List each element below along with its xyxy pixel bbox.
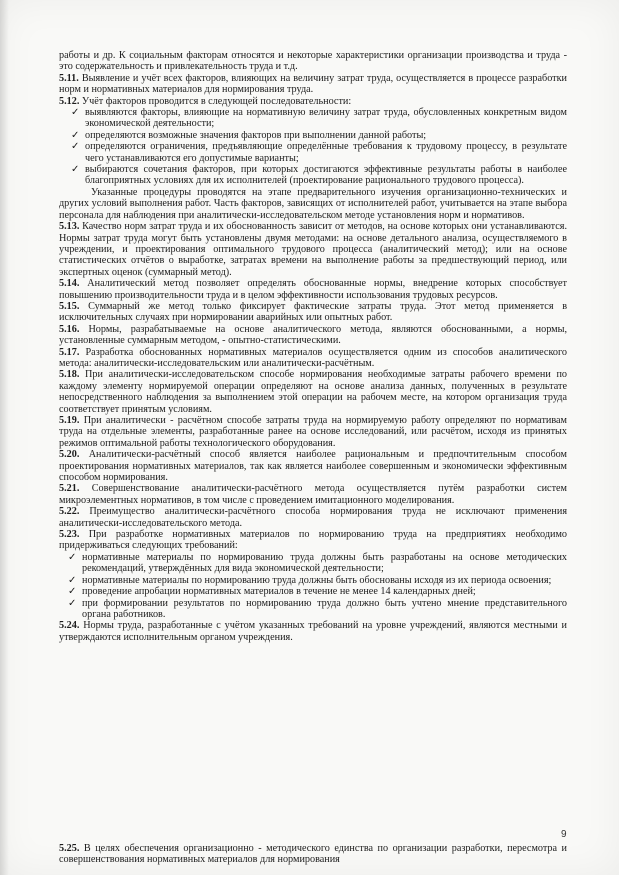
paragraph-number: 5.16. (59, 323, 80, 335)
paragraph-number: 5.13. (59, 221, 80, 233)
paragraph-number: 5.20. (59, 449, 80, 461)
page-footer-paragraph (59, 843, 567, 866)
checkmark-icon: ✓ (71, 107, 80, 119)
list-item: ✓ нормативные материалы по нормированию труда должны быть разработаны на основе методических рекомендаций, утверждённых для вида экономической деятельности; (68, 551, 567, 575)
requirements-list (59, 552, 567, 620)
page-body (59, 50, 567, 643)
paragraph-number: 5.19. (59, 415, 80, 426)
checkmark-icon: ✓ (68, 597, 77, 609)
list-item: ✓ выявляются факторы, влияющие на нормативную величину затрат труда, обусловленных конкретным видом экономической деятельности; (71, 107, 567, 130)
checkmark-icon: ✓ (71, 141, 80, 153)
paragraph-5-19: 5.19. При аналитически - расчётном способе затраты труда на нормируемую работу определяют по нормативам труда на отдельные элементы, разработанные ранее на основе исследований, или расчётом, исходя из принятых режимов оптимальной работы технологического оборудования. (59, 415, 567, 449)
paragraph-5-24: 5.24. Нормы труда, разработанные с учётом указанных требований на уровне учреждений, являются местными и утверждаются исполнительным органом учреждения. (59, 620, 568, 643)
paragraph-number: 5.15. (59, 300, 80, 312)
paragraph-5-15: 5.15. Суммарный же метод только фиксирует фактические затраты труда. Этот метод применяется в исключительных случаях при нормировании аварийных или опытных работ. (59, 300, 568, 324)
list-item: ✓ проведение апробации нормативных материалов в течение не менее 14 календарных дней; (68, 586, 476, 598)
paragraph-5-18: 5.18. При аналитически-исследовательском способе нормирования необходимые затраты рабочего времени по каждому элементу нормируемой операции определяют на основе анализа данных, полученных в результате непосредственного наблюдения за выполнением этой операции на рабочем месте, на котором организация труда соответствует принятым условиям. (59, 369, 567, 415)
page-edge-shadow (0, 0, 9, 875)
paragraph-number: 5.24. (59, 620, 80, 632)
paragraph-5-17: 5.17. Разработка обоснованных нормативных материалов осуществляется одним из способов аналитического метода: аналитически-исследовательским или аналитически-расчётным. (59, 346, 568, 369)
paragraph-5-12: 5.12. Учёт факторов проводится в следующей последовательности: (59, 95, 352, 107)
paragraph-5-14: 5.14. Аналитический метод позволяет определять обоснованные нормы, внедрение которых способствует повышению производительности труда и в целом эффективности использования трудовых ресурсов. (59, 278, 568, 301)
paragraph-number: 5.11. (59, 72, 79, 84)
checkmark-icon: ✓ (71, 164, 80, 176)
page-number: 9 (561, 829, 567, 840)
paragraph-5-25: 5.25. В целях обеспечения организационно - методического единства по организации разработки, пересмотра и совершенствования нормативных материалов для нормирования (59, 843, 567, 866)
paragraph-number: 5.25. (59, 843, 80, 854)
paragraph-5-21: 5.21. Совершенствование аналитически-расчётного метода осуществляется путём разработки систем микроэлементных нормативов, в том числе с проведением имитационного моделирования. (59, 483, 567, 506)
list-item: ✓ при формировании результатов по нормированию труда должно быть учтено мнение представительного органа работников. (68, 597, 567, 620)
paragraph-continued: работы и др. К социальным факторам относятся и некоторые характеристики организации производства и труда - это содержательность и привлекательность труда и т.д. (59, 50, 567, 73)
paragraph-number: 5.22. (59, 506, 80, 518)
paragraph-number: 5.23. (59, 529, 80, 541)
paragraph-number: 5.14. (59, 278, 80, 290)
paragraph-5-22: 5.22. Преимущество аналитически-расчётного способа нормирования труда не исключают применения аналитически-исследовательского метода. (59, 506, 568, 529)
checkmark-icon: ✓ (68, 574, 77, 586)
checkmark-icon: ✓ (68, 586, 77, 598)
paragraph-5-23: 5.23. При разработке нормативных материалов по нормированию труда на предприятиях необходимо придерживаться следующих требований: (59, 529, 568, 552)
list-item: ✓ выбираются сочетания факторов, при которых достигаются эффективные результаты работы в наиболее благоприятных условиях для их исполнителей (проектирование рационального трудового процесса). (71, 164, 567, 187)
paragraph-5-13: 5.13. Качество норм затрат труда и их обоснованность зависит от методов, на основе которых они устанавливаются. Нормы затрат труда могут быть установлены двумя методами: на основе детального анализа, осуществляемого в учреждении, и проектирования оптимального трудового процесса (аналитический метод); или на основе статистических отчётов о выработке, затратах времени на выполнение работы за предшествующий период, или экспертных оценок (суммарный метод). (59, 221, 568, 278)
paragraph-procedures: Указанные процедуры проводятся на этапе предварительного изучения организационно-технических и других условий выполнения работ. Часть факторов, зависящих от исполнителей работ, учитывается на этапе выбора персонала для наблюдения при аналитически-исследовательском методе установления норм и нормативов. (59, 186, 567, 221)
paragraph-number: 5.18. (59, 369, 80, 381)
paragraph-number: 5.12. (59, 95, 80, 107)
checkmark-icon: ✓ (71, 129, 80, 141)
paragraph-5-16: 5.16. Нормы, разрабатываемые на основе аналитического метода, являются обоснованными, а нормы, установленные суммарным методом, - опытно-статистическими. (59, 323, 568, 347)
paragraph-number: 5.17. (59, 346, 80, 358)
checkmark-icon: ✓ (68, 551, 77, 563)
list-item: ✓ определяются возможные значения факторов при выполнении данной работы; (71, 129, 427, 141)
factor-steps-list (59, 107, 567, 187)
list-item: ✓ нормативные материалы по нормированию труда должны быть обоснованы исходя из их периода освоения; (68, 574, 552, 586)
paragraph-5-20: 5.20. Аналитически-расчётный способ является наиболее рациональным и предпочтительным способом проектирования нормативных материалов, так как является наиболее совершенным и экономически эффективным способом нормирования. (59, 449, 568, 484)
list-item: ✓ определяются ограничения, предъявляющие определённые требования к трудовому процессу, в результате чего устанавливаются его допустимые варианты; (71, 141, 567, 164)
paragraph-5-11: 5.11. Выявление и учёт всех факторов, влияющих на величину затрат труда, осуществляется в процессе разработки норм и нормативных материалов для нормирования труда. (59, 72, 568, 96)
paragraph-number: 5.21. (59, 483, 80, 495)
